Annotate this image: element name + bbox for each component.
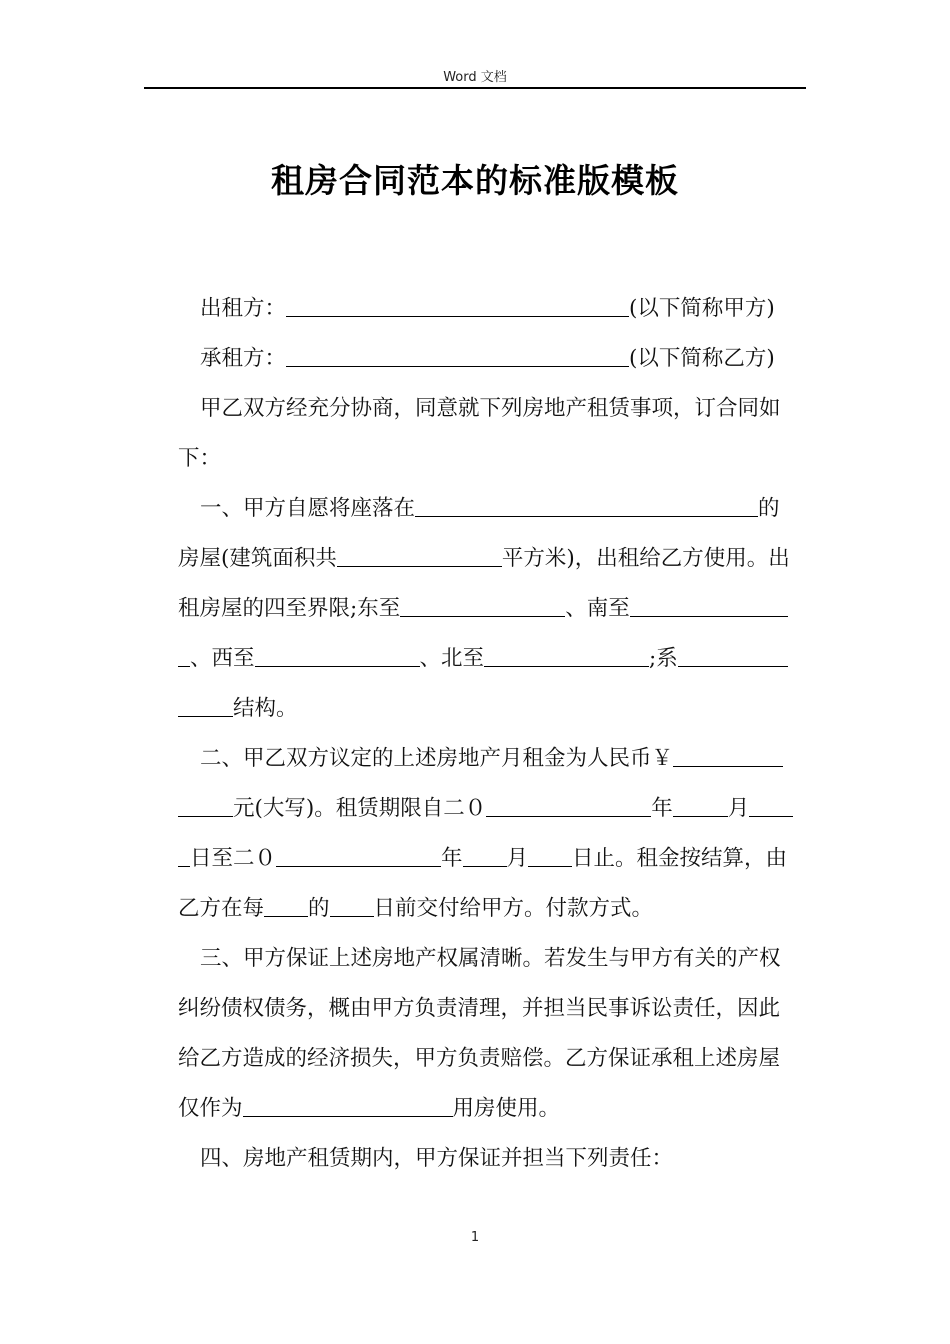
usage-blank[interactable] xyxy=(243,1088,453,1117)
page-number: 1 xyxy=(470,1230,480,1245)
start-day-blank[interactable] xyxy=(749,788,793,817)
end-day-blank[interactable] xyxy=(528,838,572,867)
south-boundary-blank[interactable] xyxy=(630,588,788,617)
clause-4-line-1 xyxy=(178,1138,804,1188)
clause-2-line-3 xyxy=(178,838,804,888)
clause-3-line-4 xyxy=(178,1088,804,1138)
clause-2-text: 日前交付给甲方。付款方式。 xyxy=(373,896,654,921)
clause-2-text: 二、甲乙双方议定的上述房地产月租金为人民币￥ xyxy=(200,746,674,771)
clause-2-text: 元(大写)。租赁期限自二０ xyxy=(233,796,487,821)
structure-blank-cont[interactable] xyxy=(178,688,233,717)
clause-2-text: 月 xyxy=(727,796,750,821)
clause-1-line-4 xyxy=(178,638,804,688)
clause-3-line-1 xyxy=(178,938,804,988)
page-header: Word 文档 xyxy=(443,70,507,85)
payment-day-blank[interactable] xyxy=(330,888,374,917)
clause-2-text: 年 xyxy=(441,846,463,871)
clause-1-text: 的 xyxy=(758,496,780,521)
clause-1-text: 房屋(建筑面积共 xyxy=(178,546,337,571)
clause-1-line-2 xyxy=(178,538,804,588)
start-day-blank-cont[interactable] xyxy=(178,838,190,867)
clause-3-text: 用房使用。 xyxy=(452,1096,561,1121)
intro-line xyxy=(178,388,804,438)
clause-1-text: 、南至 xyxy=(565,596,630,621)
west-boundary-blank[interactable] xyxy=(255,638,420,667)
clause-2-text: 日至二０ xyxy=(190,846,277,871)
clause-3-text: 仅作为 xyxy=(178,1096,243,1121)
clause-1-line-1 xyxy=(178,488,804,538)
lessee-suffix: (以下简称乙方) xyxy=(629,346,775,371)
location-blank[interactable] xyxy=(415,488,758,517)
end-month-blank[interactable] xyxy=(463,838,507,867)
clause-2-text: 年 xyxy=(651,796,673,821)
lessee-line xyxy=(178,338,804,388)
clause-2-line-1 xyxy=(178,738,804,788)
clause-1-text: 租房屋的四至界限;东至 xyxy=(178,596,401,621)
rent-amount-blank[interactable] xyxy=(673,738,783,767)
north-boundary-blank[interactable] xyxy=(484,638,649,667)
clause-2-line-2 xyxy=(178,788,804,838)
clause-1-line-5 xyxy=(178,688,804,738)
clause-1-text: 平方米)，出租给乙方使用。出 xyxy=(501,546,790,571)
clause-2-text: 月 xyxy=(506,846,529,871)
clause-2-text: 乙方在每 xyxy=(178,896,265,921)
structure-blank[interactable] xyxy=(678,638,788,667)
area-blank[interactable] xyxy=(337,538,502,567)
lessor-line xyxy=(178,288,804,338)
clause-3-text: 纠纷债权债务，概由甲方负责清理，并担当民事诉讼责任，因此 xyxy=(178,996,781,1021)
intro-text: 甲乙双方经充分协商，同意就下列房地产租赁事项，订合同如 xyxy=(200,396,781,421)
document-title: 租房合同范本的标准版模板 xyxy=(271,161,679,200)
lessor-suffix: (以下简称甲方) xyxy=(629,296,775,321)
east-boundary-blank[interactable] xyxy=(400,588,565,617)
clause-3-text: 给乙方造成的经济损失，甲方负责赔偿。乙方保证承租上述房屋 xyxy=(178,1046,781,1071)
intro-line-end xyxy=(178,438,804,488)
intro-text-end: 下： xyxy=(178,446,222,471)
clause-1-text: ;系 xyxy=(649,646,678,671)
clause-4-text: 四、房地产租赁期内，甲方保证并担当下列责任： xyxy=(200,1146,674,1171)
payment-period-blank[interactable] xyxy=(264,888,308,917)
clause-2-line-4 xyxy=(178,888,804,938)
clause-2-text: 的 xyxy=(308,896,330,921)
rent-amount-blank-cont[interactable] xyxy=(178,788,233,817)
start-month-blank[interactable] xyxy=(673,788,728,817)
lessor-blank[interactable] xyxy=(286,288,629,317)
south-boundary-blank-cont[interactable] xyxy=(178,638,190,667)
clause-2-text: 日止。租金按结算，由 xyxy=(572,846,788,871)
end-year-blank[interactable] xyxy=(276,838,441,867)
clause-1-text: 结构。 xyxy=(233,696,298,721)
contract-body xyxy=(178,288,804,1188)
clause-3-text: 三、甲方保证上述房地产权属清晰。若发生与甲方有关的产权 xyxy=(200,946,781,971)
start-year-blank[interactable] xyxy=(486,788,651,817)
clause-1-text: 、北至 xyxy=(419,646,485,671)
clause-1-line-3 xyxy=(178,588,804,638)
clause-3-line-2 xyxy=(178,988,804,1038)
header-rule xyxy=(144,87,806,89)
clause-3-line-3 xyxy=(178,1038,804,1088)
lessee-blank[interactable] xyxy=(286,338,629,367)
lessor-label: 出租方： xyxy=(200,296,287,321)
clause-1-text: 一、甲方自愿将座落在 xyxy=(200,496,416,521)
clause-1-text: 、西至 xyxy=(190,646,255,671)
lessee-label: 承租方： xyxy=(200,346,287,371)
